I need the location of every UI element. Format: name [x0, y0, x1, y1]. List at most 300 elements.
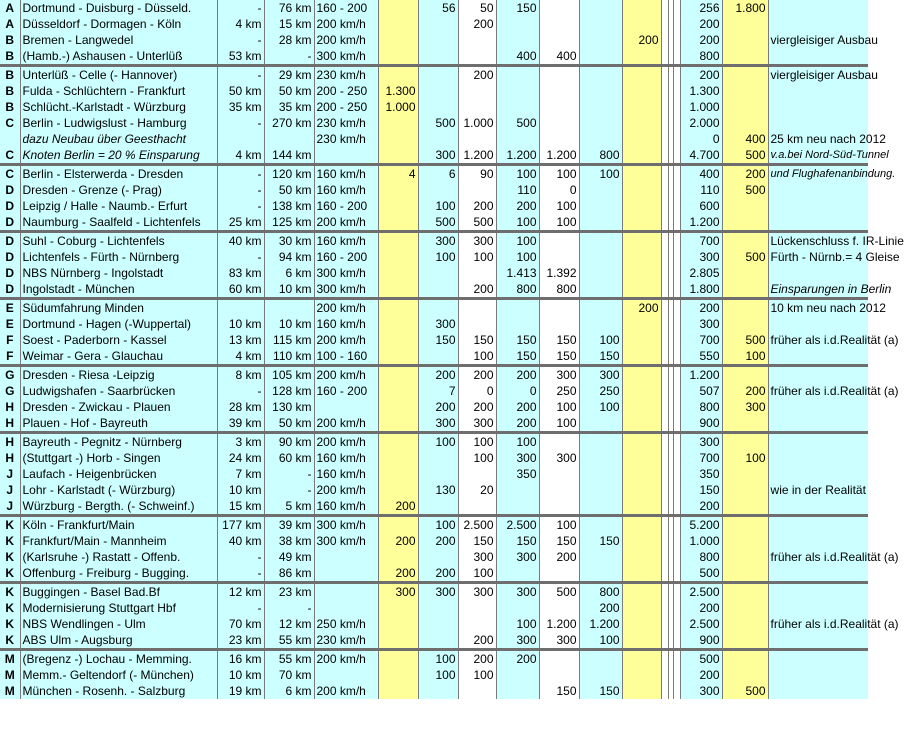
- cell-col-13: [722, 265, 768, 281]
- cell-col-9: 100: [539, 516, 579, 534]
- cell-col-5: [378, 683, 418, 699]
- cell-col-13: 200: [722, 165, 768, 183]
- spacer-cell: [661, 516, 668, 534]
- cell-col-12: 600: [680, 198, 722, 214]
- cell-col-5: [378, 131, 418, 147]
- cell-col-3: 49 km: [264, 549, 314, 565]
- table-row: [0, 249, 868, 265]
- cell-col-14: viergleisiger Ausbau: [768, 32, 868, 48]
- cell-col-3: -: [264, 48, 314, 66]
- cell-col-6: [418, 265, 458, 281]
- cell-col-9: 500: [539, 583, 579, 601]
- table-row: [0, 683, 868, 699]
- table-row: [0, 147, 868, 165]
- cell-col-13: [722, 482, 768, 498]
- cell-col-11: [622, 632, 661, 650]
- cell-col-10: [579, 316, 622, 332]
- cell-col-1: Dresden - Zwickau - Plauen: [20, 399, 217, 415]
- cell-col-11: [622, 650, 661, 668]
- cell-col-3: 28 km: [264, 32, 314, 48]
- cell-col-14: [768, 433, 868, 451]
- spacer-cell: [673, 565, 680, 583]
- cell-col-2: 40 km: [217, 232, 264, 250]
- cell-col-10: [579, 198, 622, 214]
- cell-col-14: [768, 450, 868, 466]
- cell-col-13: [722, 32, 768, 48]
- cell-col-12: 550: [680, 348, 722, 366]
- cell-col-14: früher als i.d.Realität (a): [768, 549, 868, 565]
- cell-col-8: [496, 16, 539, 32]
- cell-col-12: 800: [680, 399, 722, 415]
- cell-col-9: 200: [539, 549, 579, 565]
- cell-col-3: 76 km: [264, 0, 314, 16]
- cell-col-3: 50 km: [264, 182, 314, 198]
- spacer-cell: [661, 0, 668, 16]
- cell-col-11: [622, 131, 661, 147]
- table-row: [0, 182, 868, 198]
- cell-col-7: 100: [458, 450, 496, 466]
- cell-col-7: 100: [458, 667, 496, 683]
- cell-col-6: 300: [418, 583, 458, 601]
- cell-col-9: [539, 498, 579, 516]
- cell-col-0: A: [0, 0, 20, 16]
- spacer-cell: [661, 549, 668, 565]
- cell-col-4: 160 km/h: [314, 466, 378, 482]
- cell-col-6: [418, 99, 458, 115]
- cell-col-2: -: [217, 565, 264, 583]
- table-row: [0, 466, 868, 482]
- cell-col-0: D: [0, 198, 20, 214]
- cell-col-9: [539, 99, 579, 115]
- cell-col-9: 150: [539, 332, 579, 348]
- cell-col-8: 150: [496, 332, 539, 348]
- cell-col-12: 200: [680, 16, 722, 32]
- table-row: [0, 667, 868, 683]
- cell-col-6: [418, 616, 458, 632]
- cell-col-1: Laufach - Heigenbrücken: [20, 466, 217, 482]
- cell-col-14: Einsparungen in Berlin: [768, 281, 868, 299]
- cell-col-13: [722, 214, 768, 232]
- table-row: [0, 281, 868, 299]
- cell-col-2: 70 km: [217, 616, 264, 632]
- cell-col-7: 200: [458, 281, 496, 299]
- cell-col-5: [378, 650, 418, 668]
- cell-col-8: 100: [496, 249, 539, 265]
- cell-col-11: [622, 450, 661, 466]
- cell-col-0: D: [0, 265, 20, 281]
- cell-col-9: [539, 667, 579, 683]
- spacer-cell: [661, 600, 668, 616]
- cell-col-11: [622, 433, 661, 451]
- cell-col-5: [378, 182, 418, 198]
- cell-col-1: Soest - Paderborn - Kassel: [20, 332, 217, 348]
- table-row: [0, 549, 868, 565]
- cell-col-2: -: [217, 249, 264, 265]
- spacer-cell: [661, 165, 668, 183]
- cell-col-8: 300: [496, 583, 539, 601]
- cell-col-4: 200 km/h: [314, 214, 378, 232]
- cell-col-4: 200 - 250: [314, 83, 378, 99]
- cell-col-4: [314, 583, 378, 601]
- cell-col-0: D: [0, 214, 20, 232]
- cell-col-0: J: [0, 498, 20, 516]
- cell-col-8: 1.413: [496, 265, 539, 281]
- spacer-cell: [673, 0, 680, 16]
- cell-col-3: 23 km: [264, 583, 314, 601]
- cell-col-10: 250: [579, 383, 622, 399]
- cell-col-12: 200: [680, 667, 722, 683]
- cell-col-12: 2.805: [680, 265, 722, 281]
- cell-col-4: 200 km/h: [314, 299, 378, 317]
- cell-col-14: [768, 316, 868, 332]
- table-row: [0, 433, 868, 451]
- spacer-cell: [673, 115, 680, 131]
- cell-col-2: -: [217, 600, 264, 616]
- cell-col-13: [722, 600, 768, 616]
- cell-col-3: 94 km: [264, 249, 314, 265]
- cell-col-4: 160 - 200: [314, 249, 378, 265]
- cell-col-6: 300: [418, 415, 458, 433]
- spacer-cell: [661, 99, 668, 115]
- cell-col-12: 2.500: [680, 616, 722, 632]
- cell-col-14: [768, 16, 868, 32]
- cell-col-4: 200 km/h: [314, 650, 378, 668]
- spacer-cell: [673, 332, 680, 348]
- table-row: [0, 632, 868, 650]
- cell-col-14: viergleisiger Ausbau: [768, 66, 868, 84]
- spacer-cell: [661, 583, 668, 601]
- table-row: [0, 99, 868, 115]
- cell-col-8: 100: [496, 433, 539, 451]
- cell-col-12: 200: [680, 600, 722, 616]
- cell-col-2: 4 km: [217, 16, 264, 32]
- cell-col-11: 200: [622, 32, 661, 48]
- cell-col-13: [722, 433, 768, 451]
- cell-col-6: [418, 182, 458, 198]
- table-row: [0, 48, 868, 66]
- cell-col-0: H: [0, 450, 20, 466]
- cell-col-0: B: [0, 99, 20, 115]
- cell-col-9: 100: [539, 214, 579, 232]
- cell-col-1: Dresden - Riesa -Leipzig: [20, 366, 217, 384]
- cell-col-1: ABS Ulm - Augsburg: [20, 632, 217, 650]
- cell-col-1: (Stuttgart -) Horb - Singen: [20, 450, 217, 466]
- spacer-cell: [661, 316, 668, 332]
- spacer-cell: [661, 147, 668, 165]
- cell-col-8: 100: [496, 165, 539, 183]
- cell-col-11: [622, 683, 661, 699]
- cell-col-1: Dresden - Grenze (- Prag): [20, 182, 217, 198]
- cell-col-1: (Bregenz -) Lochau - Memming.: [20, 650, 217, 668]
- cell-col-6: [418, 281, 458, 299]
- cell-col-8: [496, 667, 539, 683]
- cell-col-11: [622, 383, 661, 399]
- cell-col-8: 200: [496, 415, 539, 433]
- cell-col-13: 500: [722, 249, 768, 265]
- cell-col-6: [418, 600, 458, 616]
- cell-col-0: [0, 131, 20, 147]
- table-row: [0, 415, 868, 433]
- cell-col-9: 100: [539, 399, 579, 415]
- cell-col-2: 4 km: [217, 348, 264, 366]
- cell-col-10: 200: [579, 600, 622, 616]
- cell-col-4: 200 km/h: [314, 415, 378, 433]
- spacer-cell: [661, 32, 668, 48]
- cell-col-11: [622, 482, 661, 498]
- cell-col-4: 160 - 200: [314, 198, 378, 214]
- cell-col-1: Buggingen - Basel Bad.Bf: [20, 583, 217, 601]
- cell-col-0: M: [0, 667, 20, 683]
- cell-col-13: [722, 533, 768, 549]
- cell-col-3: 90 km: [264, 433, 314, 451]
- cell-col-10: 800: [579, 147, 622, 165]
- cell-col-2: 25 km: [217, 214, 264, 232]
- cell-col-8: [496, 565, 539, 583]
- cell-col-1: Fulda - Schlüchtern - Frankfurt: [20, 83, 217, 99]
- cell-col-5: 200: [378, 533, 418, 549]
- cell-col-9: [539, 115, 579, 131]
- cell-col-13: [722, 316, 768, 332]
- cell-col-13: [722, 16, 768, 32]
- spacer-cell: [661, 66, 668, 84]
- cell-col-12: 1.000: [680, 533, 722, 549]
- cell-col-3: 50 km: [264, 83, 314, 99]
- cell-col-1: Düsseldorf - Dormagen - Köln: [20, 16, 217, 32]
- cell-col-8: [496, 482, 539, 498]
- cell-col-8: [496, 83, 539, 99]
- cell-col-7: 300: [458, 232, 496, 250]
- cell-col-1: Lohr - Karlstadt (- Würzburg): [20, 482, 217, 498]
- cell-col-5: 200: [378, 565, 418, 583]
- cell-col-4: 230 km/h: [314, 115, 378, 131]
- cell-col-2: 177 km: [217, 516, 264, 534]
- cell-col-9: 0: [539, 182, 579, 198]
- cell-col-6: 130: [418, 482, 458, 498]
- cell-col-6: [418, 16, 458, 32]
- cell-col-13: [722, 466, 768, 482]
- cell-col-3: 115 km: [264, 332, 314, 348]
- spacer-cell: [673, 433, 680, 451]
- cell-col-5: [378, 466, 418, 482]
- cell-col-8: [496, 32, 539, 48]
- cell-col-10: [579, 131, 622, 147]
- cell-col-12: 1.000: [680, 99, 722, 115]
- cell-col-6: [418, 83, 458, 99]
- spacer-cell: [661, 249, 668, 265]
- cell-col-4: 200 km/h: [314, 482, 378, 498]
- cell-col-5: [378, 32, 418, 48]
- table-row: [0, 332, 868, 348]
- cell-col-6: 300: [418, 147, 458, 165]
- cell-col-2: 8 km: [217, 366, 264, 384]
- cell-col-1: NBS Wendlingen - Ulm: [20, 616, 217, 632]
- spacer-cell: [673, 16, 680, 32]
- cell-col-2: -: [217, 32, 264, 48]
- cell-col-11: [622, 16, 661, 32]
- cell-col-2: 7 km: [217, 466, 264, 482]
- cell-col-4: [314, 565, 378, 583]
- cell-col-9: [539, 433, 579, 451]
- cell-col-5: [378, 265, 418, 281]
- cell-col-7: 300: [458, 583, 496, 601]
- cell-col-10: [579, 115, 622, 131]
- cell-col-5: 1.300: [378, 83, 418, 99]
- spacer-cell: [661, 667, 668, 683]
- table-row: [0, 516, 868, 534]
- cell-col-6: [418, 32, 458, 48]
- cell-col-9: [539, 316, 579, 332]
- cell-col-2: 83 km: [217, 265, 264, 281]
- spacer-cell: [673, 48, 680, 66]
- cell-col-7: [458, 683, 496, 699]
- cell-col-3: 10 km: [264, 316, 314, 332]
- cell-col-0: D: [0, 281, 20, 299]
- cell-col-2: -: [217, 383, 264, 399]
- cell-col-11: [622, 348, 661, 366]
- cell-col-13: [722, 498, 768, 516]
- spacer-cell: [661, 83, 668, 99]
- cell-col-0: B: [0, 66, 20, 84]
- cell-col-8: 150: [496, 0, 539, 16]
- cell-col-6: 500: [418, 214, 458, 232]
- cell-col-9: 150: [539, 348, 579, 366]
- cell-col-13: 100: [722, 348, 768, 366]
- cell-col-10: 300: [579, 366, 622, 384]
- cell-col-2: 16 km: [217, 650, 264, 668]
- cell-col-0: K: [0, 632, 20, 650]
- cell-col-13: 500: [722, 683, 768, 699]
- cell-col-11: [622, 198, 661, 214]
- cell-col-9: [539, 299, 579, 317]
- cell-col-5: 4: [378, 165, 418, 183]
- cell-col-10: [579, 99, 622, 115]
- cell-col-12: 300: [680, 433, 722, 451]
- cell-col-0: G: [0, 383, 20, 399]
- cell-col-10: [579, 182, 622, 198]
- cell-col-9: 300: [539, 632, 579, 650]
- cell-col-4: 300 km/h: [314, 533, 378, 549]
- cell-col-5: [378, 366, 418, 384]
- cell-col-2: 10 km: [217, 316, 264, 332]
- cell-col-4: 200 km/h: [314, 16, 378, 32]
- cell-col-13: [722, 48, 768, 66]
- cell-col-0: K: [0, 516, 20, 534]
- cell-col-7: 100: [458, 433, 496, 451]
- cell-col-4: 160 km/h: [314, 450, 378, 466]
- cell-col-10: 1.200: [579, 616, 622, 632]
- spacer-cell: [661, 115, 668, 131]
- cell-col-0: B: [0, 48, 20, 66]
- cell-col-2: 10 km: [217, 482, 264, 498]
- cell-col-2: -: [217, 549, 264, 565]
- cell-col-4: 200 - 250: [314, 99, 378, 115]
- table-row: [0, 299, 868, 317]
- cell-col-4: [314, 147, 378, 165]
- cell-col-3: 70 km: [264, 667, 314, 683]
- cell-col-1: Dortmund - Hagen (-Wuppertal): [20, 316, 217, 332]
- cell-col-12: 2.000: [680, 115, 722, 131]
- cell-col-1: (Karlsruhe -) Rastatt - Offenb.: [20, 549, 217, 565]
- cell-col-10: [579, 650, 622, 668]
- cell-col-6: 100: [418, 650, 458, 668]
- cell-col-8: 300: [496, 549, 539, 565]
- table-row: [0, 265, 868, 281]
- cell-col-7: 200: [458, 399, 496, 415]
- spacer-cell: [661, 16, 668, 32]
- table-row: [0, 165, 868, 183]
- table-row: [0, 16, 868, 32]
- cell-col-9: 400: [539, 48, 579, 66]
- cell-col-11: [622, 232, 661, 250]
- table-row: [0, 600, 868, 616]
- cell-col-7: 200: [458, 16, 496, 32]
- cell-col-6: [418, 683, 458, 699]
- cell-col-12: 200: [680, 498, 722, 516]
- cell-col-12: 4.700: [680, 147, 722, 165]
- cell-col-4: 230 km/h: [314, 131, 378, 147]
- cell-col-0: K: [0, 600, 20, 616]
- cell-col-4: 200 km/h: [314, 683, 378, 699]
- cell-col-7: 300: [458, 415, 496, 433]
- cell-col-11: [622, 147, 661, 165]
- cell-col-2: 24 km: [217, 450, 264, 466]
- cell-col-7: 50: [458, 0, 496, 16]
- cell-col-12: 700: [680, 232, 722, 250]
- cell-col-4: 230 km/h: [314, 632, 378, 650]
- cell-col-12: 1.200: [680, 366, 722, 384]
- cell-col-5: [378, 281, 418, 299]
- cell-col-1: Suhl - Coburg - Lichtenfels: [20, 232, 217, 250]
- cell-col-10: 100: [579, 332, 622, 348]
- cell-col-8: 200: [496, 399, 539, 415]
- cell-col-7: [458, 32, 496, 48]
- cell-col-6: 200: [418, 533, 458, 549]
- cell-col-11: [622, 533, 661, 549]
- cell-col-3: 55 km: [264, 632, 314, 650]
- cell-col-14: [768, 182, 868, 198]
- cell-col-12: 700: [680, 450, 722, 466]
- cell-col-10: 150: [579, 348, 622, 366]
- cell-col-0: F: [0, 332, 20, 348]
- cell-col-10: [579, 66, 622, 84]
- cell-col-10: 100: [579, 165, 622, 183]
- cell-col-5: [378, 632, 418, 650]
- cell-col-6: 100: [418, 516, 458, 534]
- cell-col-0: J: [0, 466, 20, 482]
- cell-col-0: C: [0, 115, 20, 131]
- cell-col-0: K: [0, 616, 20, 632]
- cell-col-8: [496, 299, 539, 317]
- cell-col-5: [378, 147, 418, 165]
- cell-col-5: [378, 0, 418, 16]
- cell-col-5: [378, 299, 418, 317]
- spacer-cell: [673, 366, 680, 384]
- cell-col-11: [622, 516, 661, 534]
- cell-col-10: [579, 450, 622, 466]
- cell-col-10: [579, 667, 622, 683]
- cell-col-0: H: [0, 415, 20, 433]
- cell-col-9: 1.200: [539, 147, 579, 165]
- cell-col-3: -: [264, 466, 314, 482]
- cell-col-10: 150: [579, 683, 622, 699]
- cell-col-11: [622, 549, 661, 565]
- spacer-cell: [661, 399, 668, 415]
- cell-col-0: B: [0, 32, 20, 48]
- table-row: [0, 0, 868, 16]
- cell-col-7: 200: [458, 66, 496, 84]
- cell-col-9: 1.392: [539, 265, 579, 281]
- cell-col-13: [722, 232, 768, 250]
